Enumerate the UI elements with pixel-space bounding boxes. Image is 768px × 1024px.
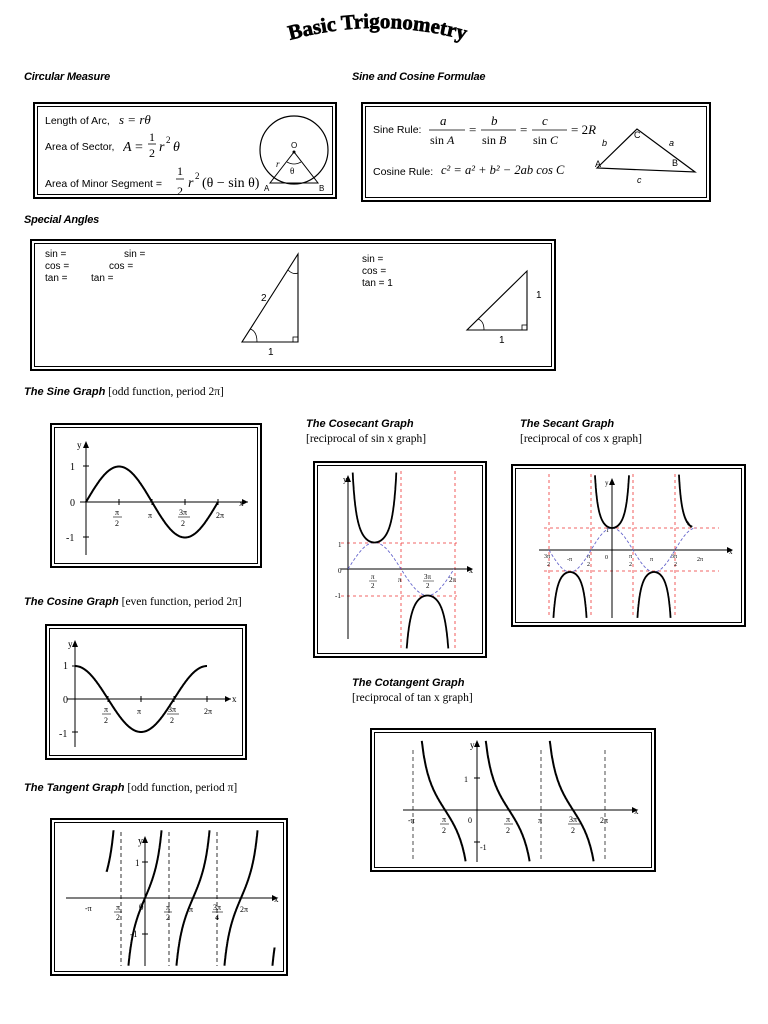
svg-text:0: 0 <box>139 902 144 912</box>
sine-cosine-box <box>361 102 711 202</box>
svg-text:π: π <box>104 705 109 714</box>
special-col-1: sin = cos = tan = <box>45 249 70 284</box>
sine-rule-label: Sine Rule: <box>373 124 422 136</box>
svg-text:y: y <box>605 479 609 487</box>
svg-text:c: c <box>542 113 548 128</box>
cotangent-branch <box>486 741 530 861</box>
svg-text:y: y <box>470 740 475 750</box>
svg-text:0: 0 <box>338 567 342 575</box>
cotangent-graph-box <box>370 728 656 872</box>
sector-area-label: Area of Sector, <box>45 141 115 153</box>
svg-text:b: b <box>491 113 498 128</box>
svg-text:π: π <box>506 815 511 824</box>
cotangent-curves <box>422 741 594 861</box>
svg-text:= 2R: = 2R <box>571 122 597 137</box>
theta-label: θ <box>290 166 295 176</box>
svg-text:-1: -1 <box>335 592 341 600</box>
svg-text:1: 1 <box>70 462 75 473</box>
special-col-2: sin = cos = tan = <box>91 249 146 284</box>
svg-text:2: 2 <box>571 826 575 835</box>
hypotenuse-2-label: 2 <box>261 293 267 304</box>
svg-text:x: x <box>232 694 237 704</box>
svg-text:=: = <box>135 140 143 155</box>
svg-text:A: A <box>123 140 132 155</box>
svg-text:2: 2 <box>166 913 170 922</box>
svg-text:r: r <box>188 176 194 191</box>
base-1-label: 1 <box>268 347 274 358</box>
svg-text:-π: -π <box>567 557 573 563</box>
cosine-rule-formula: c² = a² + b² − 2ab cos C <box>441 163 565 177</box>
vertex-a-label: A <box>595 159 602 169</box>
center-o-label: O <box>291 141 298 150</box>
svg-text:π: π <box>629 554 633 560</box>
sine-graph-box <box>50 423 262 568</box>
svg-text:π: π <box>398 576 402 584</box>
svg-text:x: x <box>239 498 244 508</box>
side-1-label: 1 <box>536 290 542 301</box>
svg-text:0: 0 <box>468 816 472 825</box>
cosecant-curves <box>353 473 449 649</box>
svg-text:2: 2 <box>442 826 446 835</box>
svg-text:π: π <box>587 554 591 560</box>
tangent-curves <box>107 830 275 966</box>
svg-text:3π: 3π <box>671 554 678 560</box>
tangent-caption: The Tangent Graph [odd function, period π] <box>24 782 238 794</box>
svg-text:1: 1 <box>464 775 468 784</box>
svg-text:2π: 2π <box>216 511 225 520</box>
svg-text:2: 2 <box>674 562 677 568</box>
svg-text:=: = <box>469 122 477 137</box>
svg-text:1: 1 <box>63 661 68 672</box>
svg-text:2π: 2π <box>240 905 249 914</box>
svg-text:r: r <box>159 140 165 155</box>
cotangent-graph <box>378 736 650 866</box>
point-a-label: A <box>264 184 270 193</box>
svg-text:0: 0 <box>605 555 608 561</box>
secant-branch <box>553 572 586 618</box>
svg-text:π: π <box>538 816 543 825</box>
cosine-rule-label: Cosine Rule: <box>373 166 434 178</box>
svg-text:-1: -1 <box>130 929 138 939</box>
sine-rule-formula <box>427 110 607 150</box>
cosecant-caption: The Cosecant Graph [reciprocal of sin x graph] <box>306 418 427 445</box>
svg-text:-1: -1 <box>66 533 75 544</box>
secant-curves <box>553 475 691 618</box>
secant-graph-box <box>511 464 746 627</box>
svg-text:π: π <box>189 905 194 914</box>
cosine-graph-box <box>45 624 247 760</box>
svg-text:=: = <box>520 122 528 137</box>
svg-text:y: y <box>343 475 347 484</box>
svg-text:3π: 3π <box>424 573 432 581</box>
secant-caption: The Secant Graph [reciprocal of cos x graph] <box>520 418 642 445</box>
svg-text:x: x <box>729 548 733 556</box>
radius-r-label: r <box>276 159 280 169</box>
svg-text:a: a <box>440 113 447 128</box>
svg-text:2π: 2π <box>449 576 457 584</box>
cosecant-branch <box>353 473 397 543</box>
cotangent-caption: The Cotangent Graph [reciprocal of tan x graph] <box>352 677 473 704</box>
cosine-curve <box>75 666 207 732</box>
svg-text:2: 2 <box>177 184 183 198</box>
tangent-branch <box>273 948 275 966</box>
svg-text:2: 2 <box>115 519 119 528</box>
arc-length-label: Length of Arc, <box>45 115 110 127</box>
svg-text:y: y <box>138 836 143 847</box>
svg-text:0: 0 <box>70 498 75 509</box>
tangent-branch <box>107 830 114 872</box>
cosecant-branch <box>407 596 449 649</box>
cosecant-graph-box <box>313 461 487 658</box>
sine-caption: The Sine Graph [odd function, period 2π] <box>24 386 224 398</box>
svg-text:sin A: sin A <box>430 133 455 147</box>
svg-text:x: x <box>469 566 473 575</box>
svg-text:π: π <box>166 903 171 912</box>
secant-graph <box>519 472 740 621</box>
vertex-b-label: B <box>672 158 679 168</box>
svg-text:1: 1 <box>338 541 342 549</box>
svg-text:3π: 3π <box>179 508 188 517</box>
arc-length-formula: s = rθ <box>119 112 151 127</box>
svg-text:π: π <box>650 557 654 563</box>
cosine-caption: The Cosine Graph [even function, period 2π] <box>24 596 242 608</box>
svg-text:2: 2 <box>195 171 200 181</box>
circular-measure-heading: Circular Measure <box>24 71 111 83</box>
svg-text:2: 2 <box>166 135 171 145</box>
svg-text:Basic Trigonometry: Basic Trigonometry <box>285 8 470 45</box>
sine-curve <box>86 467 218 538</box>
svg-text:2π: 2π <box>204 707 213 716</box>
tangent-branch <box>129 830 162 965</box>
special-angles-box <box>30 239 556 371</box>
svg-text:θ: θ <box>173 140 180 155</box>
svg-text:2: 2 <box>104 716 108 725</box>
svg-text:1: 1 <box>177 166 183 178</box>
svg-text:π: π <box>442 815 447 824</box>
svg-text:1: 1 <box>606 528 609 534</box>
svg-text:2: 2 <box>170 716 174 725</box>
sine-cosine-heading: Sine and Cosine Formulae <box>352 71 486 83</box>
triangle-abc-diagram <box>585 122 703 187</box>
circular-measure-box <box>33 102 337 199</box>
svg-text:y: y <box>77 440 82 450</box>
svg-text:2: 2 <box>629 562 632 568</box>
cotangent-branch <box>550 741 594 861</box>
tangent-branch <box>177 830 210 965</box>
svg-text:π: π <box>115 508 120 517</box>
svg-text:π: π <box>371 573 375 581</box>
svg-text:1: 1 <box>135 858 140 868</box>
svg-text:2: 2 <box>426 582 430 590</box>
svg-text:2: 2 <box>547 562 550 568</box>
secant-branch <box>679 475 692 527</box>
side-b-label: b <box>602 138 608 148</box>
point-b-label: B <box>319 184 325 193</box>
svg-text:2: 2 <box>587 562 590 568</box>
svg-text:3π: 3π <box>213 903 222 912</box>
svg-text:0: 0 <box>63 695 68 706</box>
secant-cosine-dashed <box>549 528 696 572</box>
svg-text:y: y <box>68 639 73 649</box>
svg-text:2: 2 <box>371 582 375 590</box>
secant-branch <box>637 572 670 618</box>
svg-text:2: 2 <box>149 146 155 160</box>
side-a-label: a <box>669 138 675 148</box>
svg-text:-π: -π <box>408 816 415 825</box>
svg-text:-1: -1 <box>480 843 487 852</box>
page-title <box>255 8 500 58</box>
svg-text:3π: 3π <box>168 705 177 714</box>
svg-text:2: 2 <box>116 913 120 922</box>
svg-text:π: π <box>116 903 121 912</box>
special-col-3: sin = cos = tan = 1 <box>362 254 393 289</box>
triangle-30-60-diagram <box>232 249 312 359</box>
svg-text:-1: -1 <box>59 729 68 740</box>
cotangent-branch <box>422 741 466 861</box>
svg-text:x: x <box>634 806 639 816</box>
segment-area-label: Area of Minor Segment = <box>45 178 163 190</box>
special-angles-heading: Special Angles <box>24 214 100 226</box>
svg-text:sin C: sin C <box>533 133 559 147</box>
svg-text:π: π <box>137 707 142 716</box>
svg-text:2π: 2π <box>600 816 609 825</box>
svg-text:(θ − sin θ): (θ − sin θ) <box>202 176 260 191</box>
tangent-graph <box>58 826 282 970</box>
sector-diagram <box>257 111 332 193</box>
segment-area-formula <box>175 166 295 198</box>
svg-text:2π: 2π <box>697 557 704 563</box>
side-c-label: c <box>637 175 642 185</box>
cosine-graph <box>53 632 241 754</box>
svg-text:x: x <box>274 894 279 904</box>
vertex-c-label: C <box>634 130 641 140</box>
svg-text:3π: 3π <box>569 815 578 824</box>
svg-text:4: 4 <box>215 913 219 922</box>
svg-text:1: 1 <box>149 130 155 144</box>
secant-branch <box>595 475 629 528</box>
sine-graph <box>58 431 256 562</box>
svg-text:2: 2 <box>181 519 185 528</box>
cosecant-graph <box>321 469 481 652</box>
base-1b-label: 1 <box>499 335 505 346</box>
cosecant-sine-dashed <box>348 543 454 596</box>
sector-area-formula <box>123 130 193 162</box>
svg-text:2: 2 <box>506 826 510 835</box>
tangent-branch <box>225 830 258 965</box>
tangent-graph-box <box>50 818 288 976</box>
svg-text:-π: -π <box>85 904 92 913</box>
svg-text:π: π <box>148 511 153 520</box>
svg-text:sin B: sin B <box>482 133 507 147</box>
triangle-45-diagram <box>462 266 552 356</box>
svg-text:3π: 3π <box>544 554 551 560</box>
